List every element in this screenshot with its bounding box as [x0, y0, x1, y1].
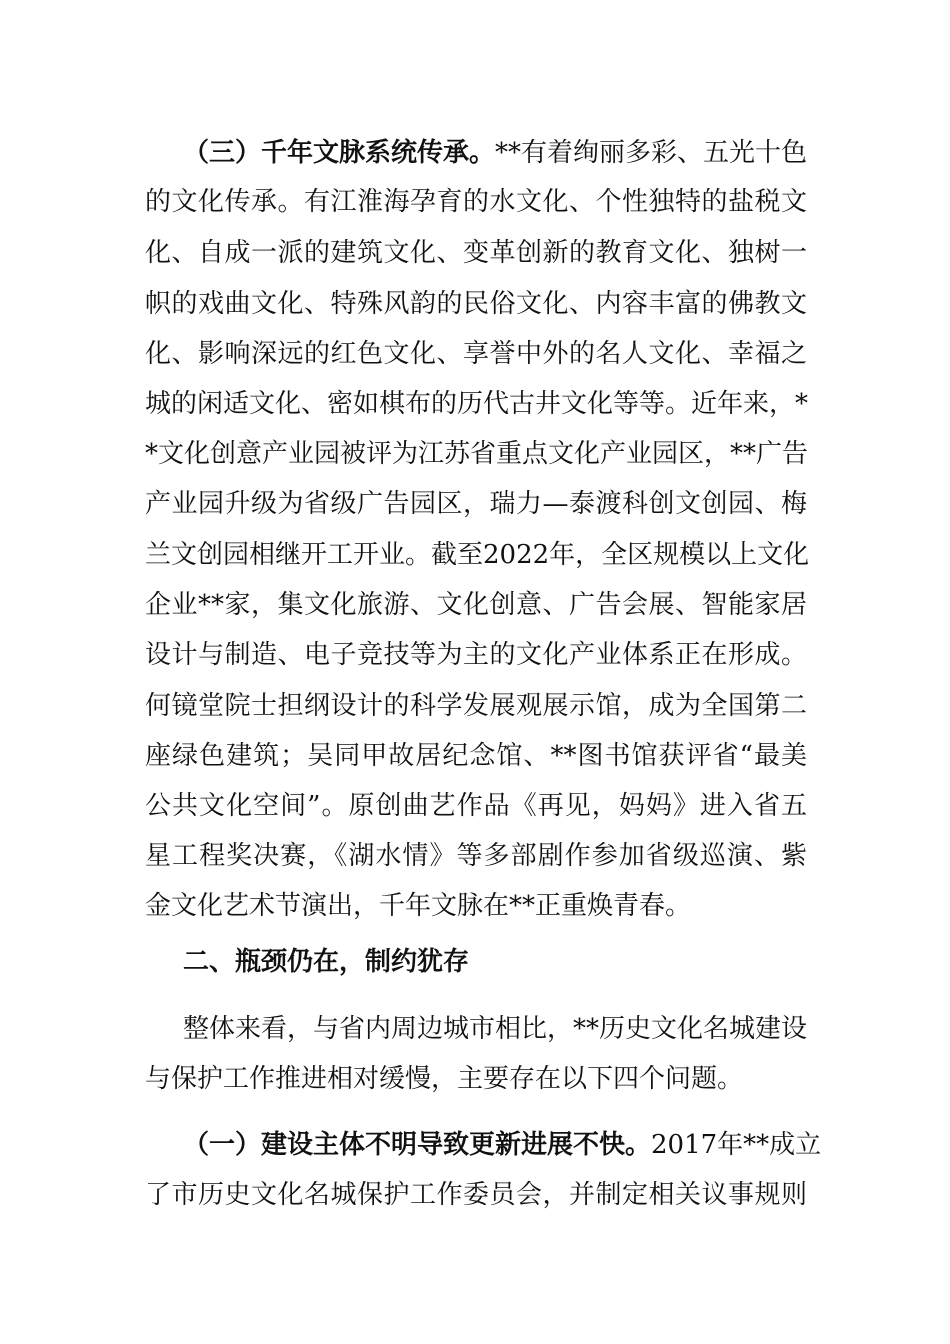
paragraph-line: 化、自成一派的建筑文化、变革创新的教育文化、独树一 — [145, 238, 807, 268]
paragraph-line: 的文化传承。有江淮海孕育的水文化、个性独特的盐税文 — [145, 187, 807, 217]
paragraph-line: 金文化艺术节演出，千年文脉在**正重焕青春。 — [145, 891, 692, 921]
section-three-text: **有着绚丽多彩、五光十色 — [495, 138, 808, 168]
section-three-line-1 — [183, 136, 807, 170]
section-two-heading: 二、瓶颈仍在，制约犹存 — [183, 947, 470, 977]
paragraph-line: 何镜堂院士担纲设计的科学发展观展示馆，成为全国第二 — [145, 691, 807, 721]
paragraph-line: 帜的戏曲文化、特殊风韵的民俗文化、内容丰富的佛教文 — [145, 289, 807, 319]
section-one-line-1 — [183, 1128, 822, 1162]
section-one-text: 2017年**成立 — [651, 1130, 822, 1160]
paragraph-line: 了市历史文化名城保护工作委员会，并制定相关议事规则 — [145, 1180, 807, 1210]
paragraph-line: *文化创意产业园被评为江苏省重点文化产业园区，**广告 — [145, 439, 809, 469]
paragraph-line: 化、影响深远的红色文化、享誉中外的名人文化、幸福之 — [145, 339, 807, 369]
paragraph-line: 兰文创园相继开工开业。截至2022年，全区规模以上文化 — [145, 540, 810, 570]
paragraph-line: 公共文化空间”。原创曲艺作品《再见，妈妈》进入省五 — [145, 791, 807, 821]
section-one-heading: （一）建设主体不明导致更新进展不快。 — [183, 1130, 652, 1160]
paragraph-line: 设计与制造、电子竞技等为主的文化产业体系正在形成。 — [145, 640, 807, 670]
paragraph-line: 整体来看，与省内周边城市相比，**历史文化名城建设 — [183, 1014, 808, 1044]
paragraph-line: 城的闲适文化、密如棋布的历代古井文化等等。近年来，* — [145, 389, 809, 419]
paragraph-line: 座绿色建筑；吴同甲故居纪念馆、**图书馆获评省“最美 — [145, 741, 807, 771]
paragraph-line: 产业园升级为省级广告园区，瑞力—泰渡科创文创园、梅 — [145, 489, 807, 519]
paragraph-line: 星工程奖决赛，《湖水情》等多部剧作参加省级巡演、紫 — [145, 841, 807, 871]
paragraph-line: 与保护工作推进相对缓慢，主要存在以下四个问题。 — [145, 1064, 744, 1094]
section-three-heading: （三）千年文脉系统传承。 — [183, 138, 496, 168]
paragraph-line: 企业**家，集文化旅游、文化创意、广告会展、智能家居 — [145, 590, 807, 620]
